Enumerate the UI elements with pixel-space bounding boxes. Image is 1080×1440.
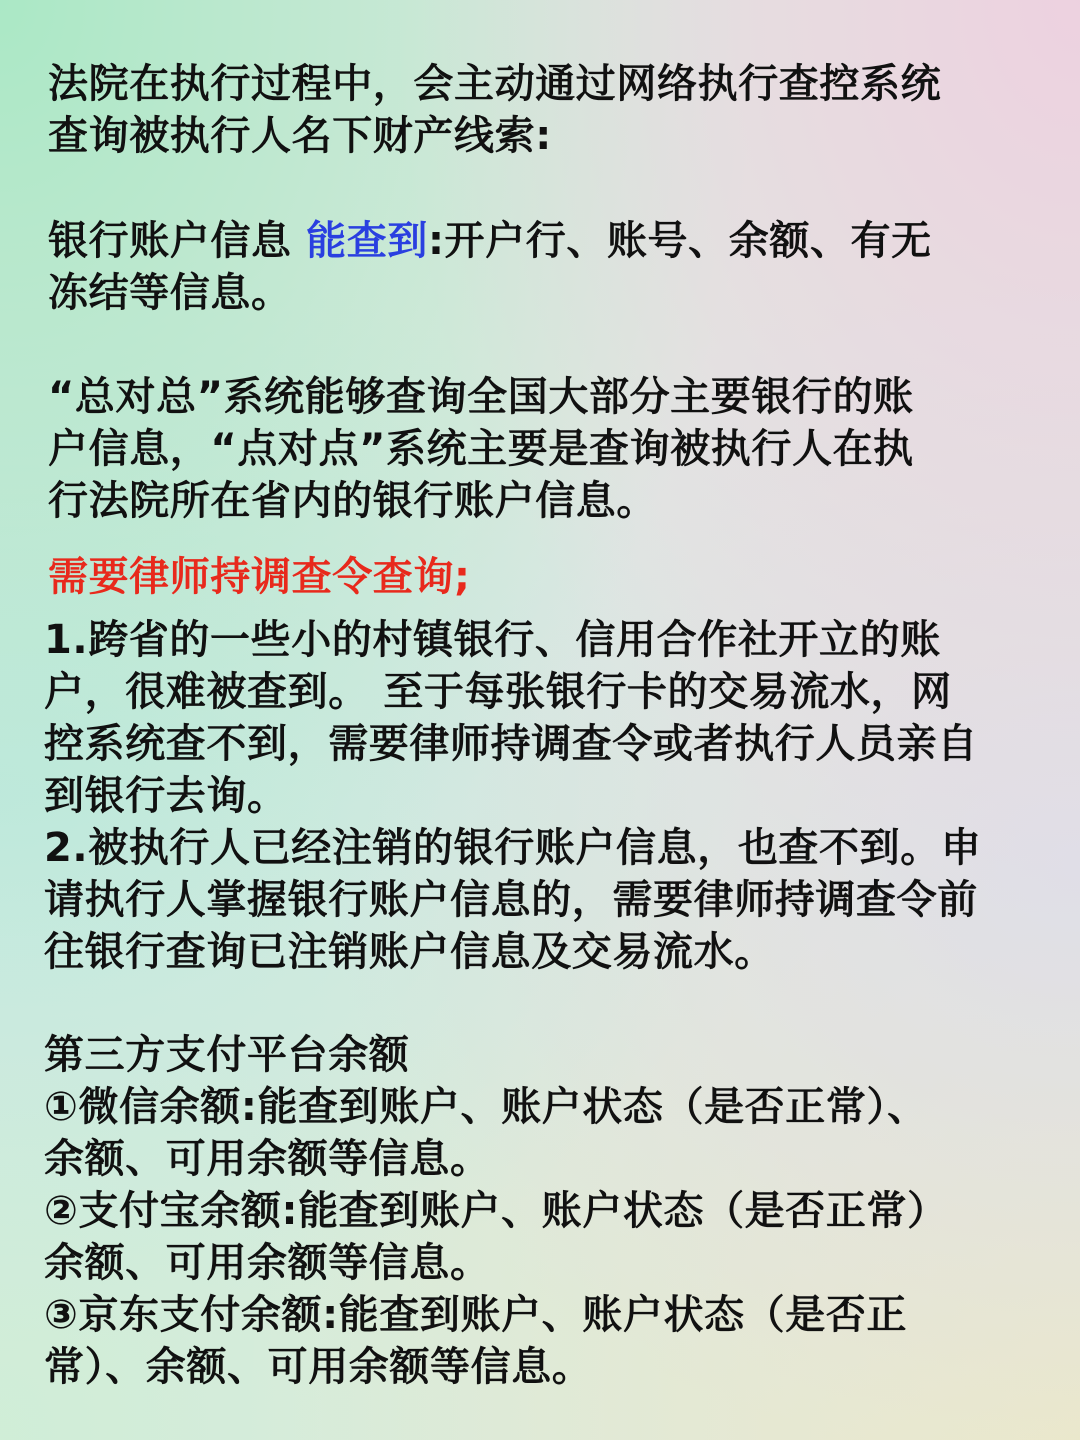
intro-line-2: 查询被执行人名下财产线索: — [48, 113, 552, 159]
wechat-line-2: 余额、可用余额等信息。 — [44, 1136, 491, 1182]
point-2-line-1: 2.被执行人已经注销的银行账户信息，也查不到。申 — [44, 825, 982, 871]
systems-line-2: 户信息，“点对点”系统主要是查询被执行人在执 — [48, 426, 914, 472]
systems-line-1: “总对总”系统能够查询全国大部分主要银行的账 — [48, 374, 914, 420]
alipay-line-1: ②支付宝余额:能查到账户、账户状态（是否正常） — [44, 1188, 948, 1234]
point-1-line-3: 控系统查不到，需要律师持调查令或者执行人员亲自 — [44, 721, 978, 767]
wechat-line-1: ①微信余额:能查到账户、账户状态（是否正常）、 — [44, 1084, 928, 1130]
intro-line-1: 法院在执行过程中，会主动通过网络执行查控系统 — [48, 61, 942, 107]
bank-info-highlight: 能查到 — [306, 218, 428, 264]
point-2-line-2: 请执行人掌握银行账户信息的，需要律师持调查令前 — [44, 877, 978, 923]
bank-info-rest: :开户行、账号、余额、有无 — [427, 218, 932, 264]
point-2-line-3: 往银行查询已注销账户信息及交易流水。 — [44, 929, 775, 975]
point-1-line-2: 户，很难被查到。 至于每张银行卡的交易流水，网 — [44, 669, 952, 715]
point-1-line-1: 1.跨省的一些小的村镇银行、信用合作社开立的账 — [44, 617, 941, 663]
bank-info-line-2: 冻结等信息。 — [48, 270, 292, 316]
systems-line-3: 行法院所在省内的银行账户信息。 — [48, 478, 657, 524]
alipay-line-2: 余额、可用余额等信息。 — [44, 1240, 491, 1286]
jd-line-1: ③京东支付余额:能查到账户、账户状态（是否正 — [44, 1292, 908, 1338]
point-1-line-4: 到银行去询。 — [44, 773, 288, 819]
bank-info-line-1 — [48, 215, 932, 267]
bank-info-label: 银行账户信息 — [48, 218, 307, 264]
third-party-title: 第三方支付平台余额 — [44, 1032, 410, 1078]
jd-line-2: 常）、余额、可用余额等信息。 — [44, 1344, 593, 1390]
lawyer-heading: 需要律师持调查令查询; — [48, 554, 471, 600]
